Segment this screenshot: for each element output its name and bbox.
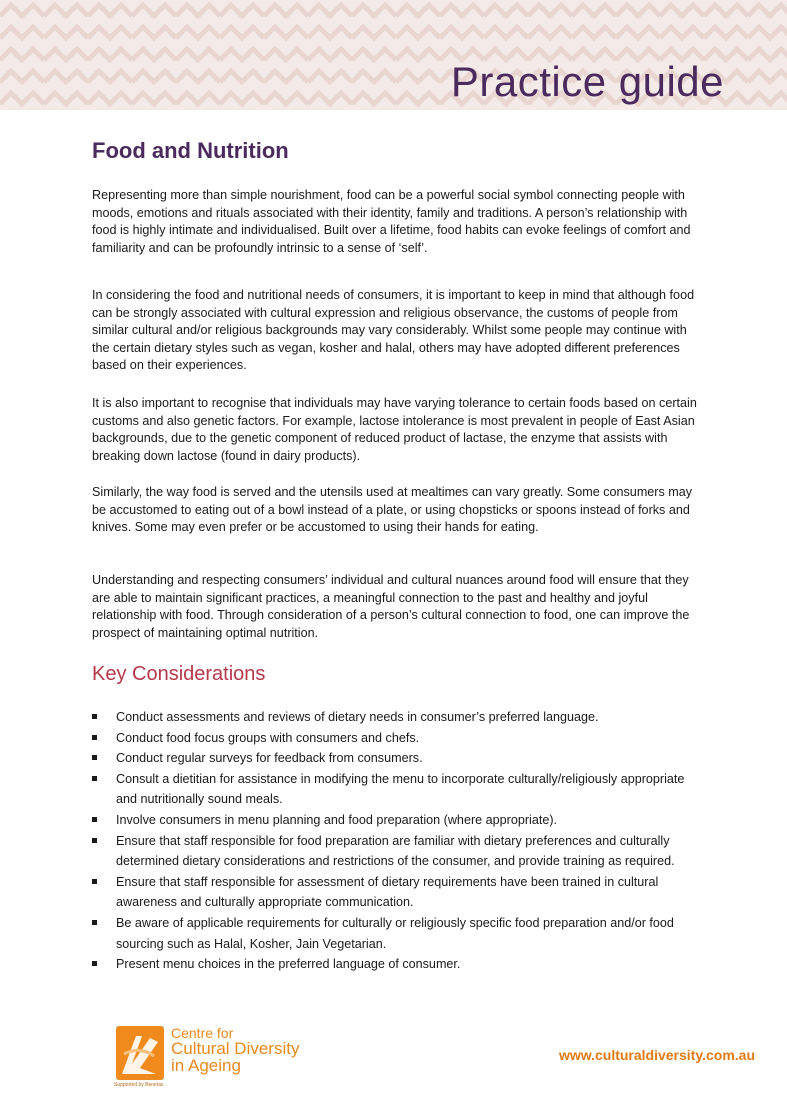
organisation-logo [114, 1024, 324, 1088]
bullet-icon [92, 714, 97, 719]
list-item [92, 872, 702, 913]
list-item [92, 810, 702, 831]
key-considerations-list [92, 707, 702, 975]
list-item-text: Present menu choices in the preferred language of consumer. [116, 957, 461, 972]
logo-line-3: in Ageing [171, 1056, 241, 1075]
list-item-text: Conduct food focus groups with consumers and chefs. [116, 730, 420, 745]
considerations-paragraph: In considering the food and nutritional needs of consumers, it is important to keep in mind that although food can be strongly associated with cultural expression and religious observance, the customs of people from similar cultural and/or religious backgrounds may vary considerably. Whilst some people may continue with the certain dietary styles such as vegan, kosher and halal, others may have adopted different preferences based on their experiences. [92, 288, 695, 372]
list-item-text: Involve consumers in menu planning and food preparation (where appropriate). [116, 812, 558, 827]
bullet-icon [92, 920, 97, 925]
list-item [92, 913, 702, 954]
bullet-icon [92, 735, 97, 740]
list-item-text: Be aware of applicable requirements for culturally or religiously specific food preparation and/or food sourcing such as Halal, Kosher, Jain Vegetarian. [116, 915, 674, 951]
logo-text [171, 1026, 299, 1074]
list-item [92, 728, 702, 749]
list-item-text: Consult a dietitian for assistance in modifying the menu to incorporate culturally/religiously appropriate and nutritionally sound meals. [116, 771, 685, 807]
list-item-text: Conduct assessments and reviews of dietary needs in consumer’s preferred language. [116, 710, 599, 724]
page-title: Food and Nutrition [92, 138, 289, 163]
list-item [92, 748, 702, 769]
list-item [92, 769, 702, 810]
list-item-text: Ensure that staff responsible for assessment of dietary requirements have been trained in cultural awareness and culturally appropriate communication. [116, 874, 659, 910]
bullet-icon [92, 879, 97, 884]
website-link[interactable]: www.culturaldiversity.com.au [558, 1047, 755, 1063]
list-item [92, 831, 702, 872]
list-item-text: Conduct regular surveys for feedback from consumers. [116, 751, 423, 766]
intro-paragraph: Representing more than simple nourishment, food can be a powerful social symbol connecting people with moods, emotions and rituals associated with their identity, family and traditions. A person’s relationship with food is highly intimate and individualised. Built over a lifetime, food habits can evoke feelings of comfort and familiarity and can be profoundly intrinsic to a sense of ‘self’. [92, 188, 691, 255]
understanding-paragraph: Understanding and respecting consumers’ individual and cultural nuances around food will ensure that they are able to maintain significant practices, a meaningful connection to the past and healthy and joyful relationship with food. Through consideration of a person’s cultural connection to food, one can improve the prospect of maintaining optimal nutrition. [92, 573, 690, 640]
bullet-icon [92, 755, 97, 760]
logo-line-1: Centre for [171, 1025, 234, 1041]
list-item-text: Ensure that staff responsible for food preparation are familiar with dietary preferences and culturally determined dietary considerations and restrictions of the consumer, and provide training as required. [116, 833, 675, 869]
logo-line-2: Cultural Diversity [171, 1039, 300, 1058]
bullet-icon [92, 838, 97, 843]
utensils-paragraph: Similarly, the way food is served and the utensils used at mealtimes can vary greatly. Some consumers may be accustomed to eating out of a bowl instead of a plate, or using chopsticks or spoons instead of forks and knives. Some may even prefer or be accustomed to using their hands for eating. [92, 485, 693, 534]
banner-title: Practice guide [450, 58, 724, 105]
logo-subtext: Supported by Benetas [114, 1082, 164, 1088]
key-considerations-heading: Key Considerations [92, 663, 266, 685]
list-item [92, 707, 702, 728]
header-banner [0, 0, 787, 110]
bullet-icon [92, 817, 97, 822]
logo-mark-icon [114, 1024, 166, 1088]
list-item [92, 954, 702, 975]
tolerance-paragraph: It is also important to recognise that individuals may have varying tolerance to certain foods based on certain customs and also genetic factors. For example, lactose intolerance is most prevalent in people of East Asian backgrounds, due to the genetic component of reduced product of lactase, the enzyme that assists with breaking down lactose (found in dairy products). [92, 396, 697, 463]
bullet-icon [92, 776, 97, 781]
bullet-icon [92, 961, 97, 966]
